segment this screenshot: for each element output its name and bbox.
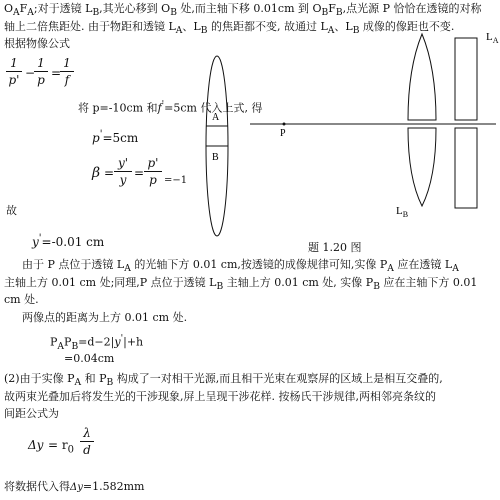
label-p: P	[280, 128, 286, 139]
result-y-prime: y'=-0.01 cm	[32, 233, 105, 249]
formula1-frac-c: 1 f	[60, 56, 74, 87]
screen-lower	[455, 128, 477, 208]
text-line-2: 轴上二倍焦距处. 由于物距和透镜 $L_A$、$L_B$ 的焦距都不变, 故通过 $L_A$、$L_B$ 成像的像距也不变.	[4, 20, 455, 37]
point-p	[283, 123, 286, 126]
beta-equals: =	[104, 166, 115, 180]
formula-papb: $P_AP_B=d-2|y'|+h$	[50, 333, 144, 352]
formula-dy-eq: = $r_0$	[48, 438, 74, 456]
optics-figure	[200, 28, 500, 268]
result-p-prime: p'=5cm	[92, 129, 139, 145]
label-b: B	[212, 152, 219, 163]
beta-symbol: β	[92, 165, 101, 181]
label-a: A	[212, 112, 220, 123]
lens-lb	[408, 128, 436, 206]
formula-dy-lhs: Δy	[28, 438, 44, 452]
text-line-3: 根据物像公式	[4, 37, 70, 50]
text-para-4: 两像点的距离为上方 0.01 cm 处.	[22, 311, 188, 324]
screen-upper	[455, 38, 477, 120]
text-part2-3: 间距公式为	[4, 407, 59, 420]
lens-la	[408, 34, 436, 120]
text-para-3: cm 处.	[4, 293, 39, 306]
text-part2-2: 故两束光叠加后将发生光的干涉现象,屏上呈现干涉花样. 按杨氏干涉规律,两相邻亮条纹的	[4, 390, 436, 403]
text-part2-1: (2)由于实像 $P_A$ 和 $P_B$ 构成了一对相干光源,而且相干光束在观察屏的区域上是相互交叠的,	[4, 372, 443, 389]
text-para-1: 由于 P 点位于透镜 $L_A$ 的光轴下方 0.01 cm,按透镜的成像规律可知,实像 $P_A$ 应在透镜 $L_A$	[22, 258, 459, 275]
text-line-substitute: 将 p=-10cm 和f'=5cm 代入上式, 得	[78, 99, 263, 115]
text-gu: 故	[6, 204, 17, 217]
beta-frac-2: p' p	[144, 156, 162, 187]
figure-caption: 题 1.20 图	[308, 241, 362, 254]
text-para-2: 主轴上方 0.01 cm 处;同理,P 点位于透镜 $L_B$ 主轴上方 0.01 cm 处, 实像 $P_B$ 应在主轴下方 0.01	[4, 276, 478, 293]
formula1-minus: −	[25, 66, 36, 80]
label-lb: $L_B$	[396, 205, 409, 219]
text-line-1: $O_AF_A$;对于透镜 $L_B$,其光心移到 $O_B$ 处,而主轴下移 0.01cm 到 $O_BF_B$,点光源 P 恰恰在透镜的对称	[4, 2, 482, 19]
formula1-equals: =	[51, 66, 62, 80]
text-final: 将数据代入得Δy=1.582mm	[4, 480, 145, 493]
formula1-frac-b: 1 p	[34, 56, 48, 87]
beta-equals-2: =	[134, 166, 145, 180]
label-la: $L_A$	[486, 31, 499, 45]
formula1-frac-a: 1 p'	[6, 56, 22, 87]
beta-frac-1: y' y	[114, 156, 132, 187]
beta-tail: =−1	[164, 175, 188, 186]
formula-papb-value: =0.04cm	[64, 352, 115, 365]
formula-dy-frac: λ d	[80, 426, 94, 457]
